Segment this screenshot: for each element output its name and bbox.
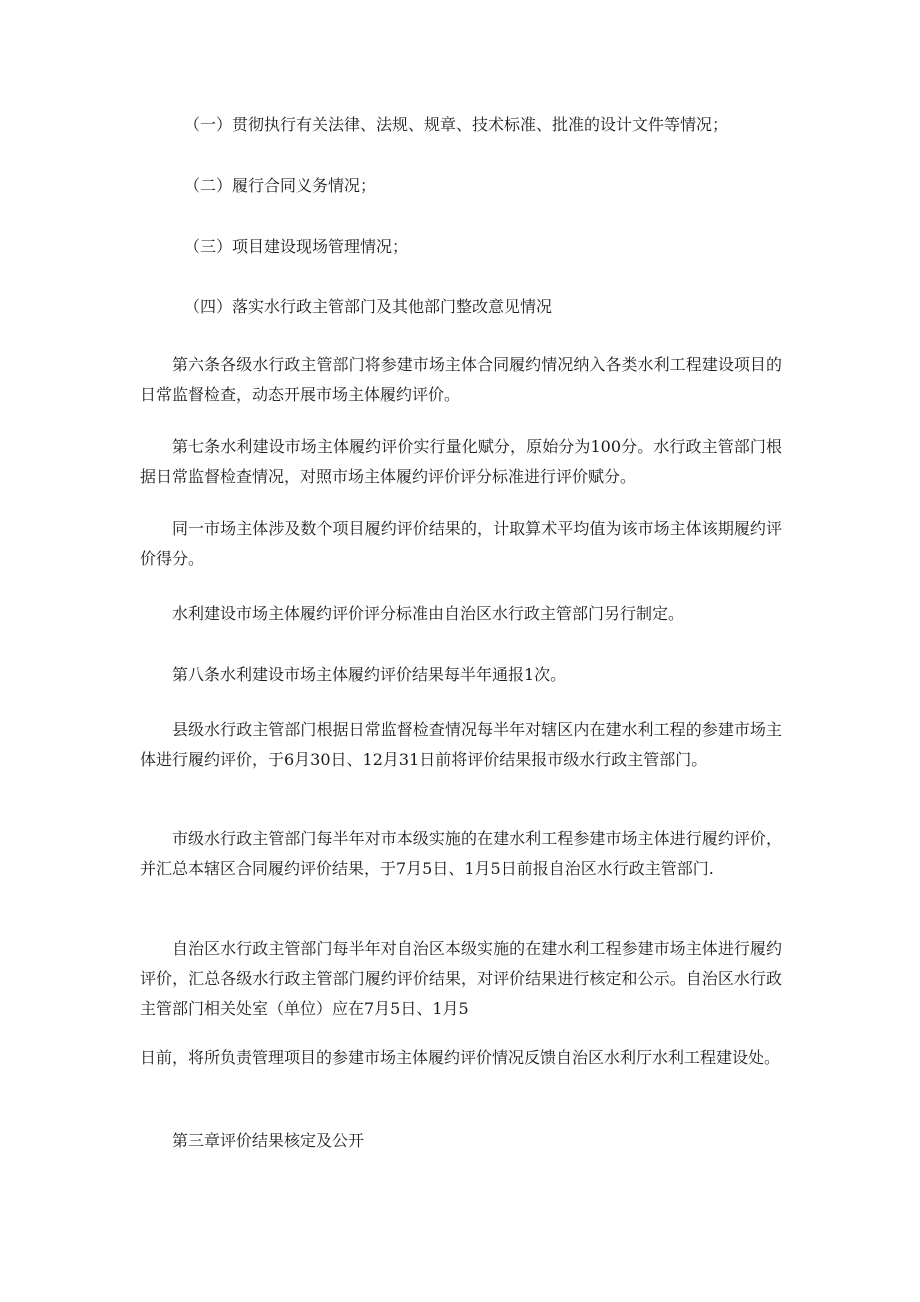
clause-item-4: （四）落实水行政主管部门及其他部门整改意见情况 [184, 297, 553, 316]
clause-item-3: （三）项目建设现场管理情况； [184, 237, 409, 256]
average-score-paragraph: 同一市场主体涉及数个项目履约评价结果的，计取算术平均值为该市场主体该期履约评价得分。 [140, 519, 782, 568]
article-6-paragraph: 第六条各级水行政主管部门将参建市场主体合同履约情况纳入各类水利工程建设项目的日常监督检查，动态开展市场主体履约评价。 [140, 355, 782, 404]
article-8-paragraph: 第八条水利建设市场主体履约评价结果每半年通报1次。 [172, 665, 567, 684]
city-level-paragraph: 市级水行政主管部门每半年对市本级实施的在建水利工程参建市场主体进行履约评价，并汇总本辖区合同履约评价结果，于7月5日、1月5日前报自治区水行政主管部门. [140, 829, 782, 878]
autonomous-region-paragraph: 自治区水行政主管部门每半年对自治区本级实施的在建水利工程参建市场主体进行履约评价，汇总各级水行政主管部门履约评价结果，对评价结果进行核定和公示。自治区水行政主管部门相关处室（单位）应在7月5日、1月5 [140, 939, 782, 1018]
scoring-standard-paragraph: 水利建设市场主体履约评价评分标准由自治区水行政主管部门另行制定。 [172, 604, 685, 623]
chapter-3-heading: 第三章评价结果核定及公开 [172, 1131, 365, 1150]
clause-item-2: （二）履行合同义务情况； [184, 176, 377, 195]
article-7-paragraph: 第七条水利建设市场主体履约评价实行量化赋分，原始分为100分。水行政主管部门根据日常监督检查情况，对照市场主体履约评价评分标准进行评价赋分。 [140, 437, 782, 486]
county-level-paragraph: 县级水行政主管部门根据日常监督检查情况每半年对辖区内在建水利工程的参建市场主体进行履约评价，于6月30日、12月31日前将评价结果报市级水行政主管部门。 [140, 720, 782, 769]
feedback-continuation-paragraph: 日前，将所负责管理项目的参建市场主体履约评价情况反馈自治区水利厅水利工程建设处。 [140, 1048, 781, 1067]
clause-item-1: （一）贯彻执行有关法律、法规、规章、技术标准、批准的设计文件等情况； [184, 115, 729, 134]
